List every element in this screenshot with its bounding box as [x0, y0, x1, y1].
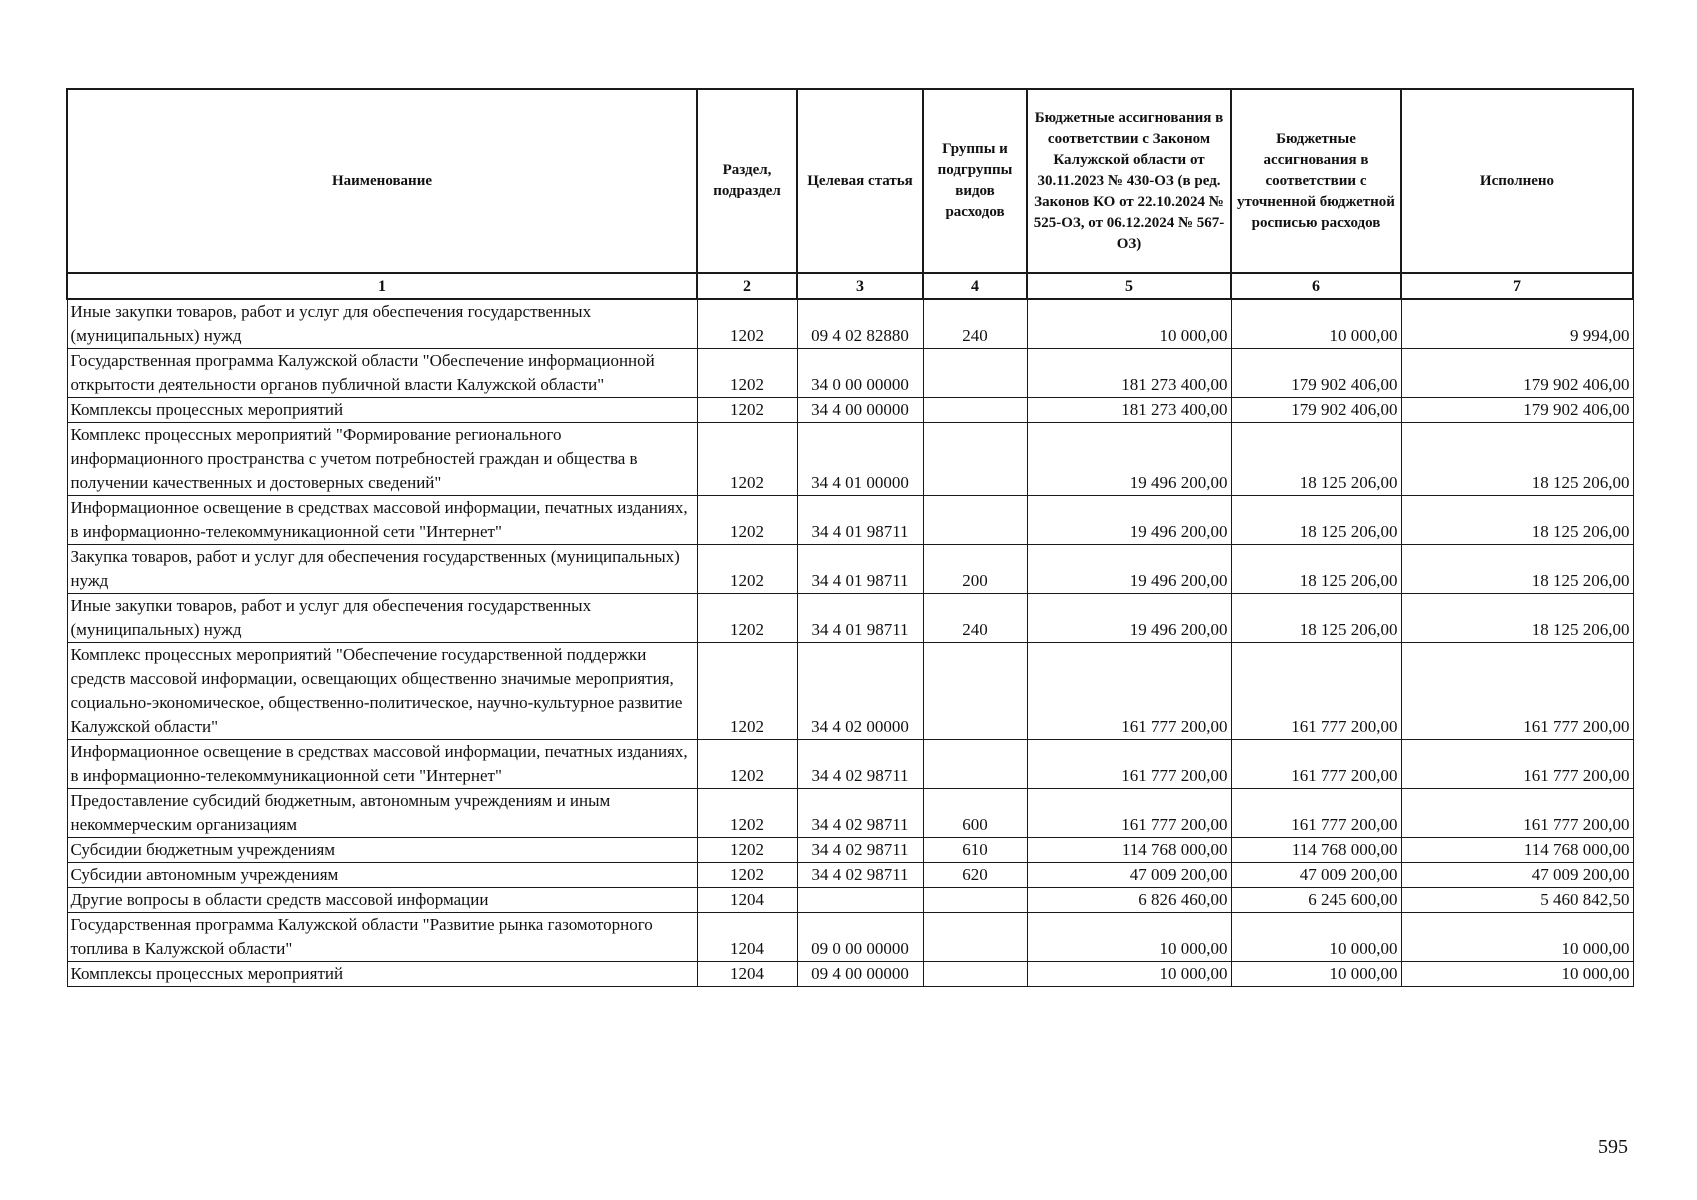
cell-law-amount: 161 777 200,00 [1027, 643, 1231, 740]
cell-target-article: 09 4 00 00000 [797, 962, 923, 987]
cell-name: Иные закупки товаров, работ и услуг для обеспечения государственных (муниципальных) нужд [67, 299, 697, 349]
column-number: 2 [697, 273, 797, 299]
cell-executed-amount: 18 125 206,00 [1401, 496, 1633, 545]
cell-name: Комплекс процессных мероприятий "Формирование регионального информационного пространства с учетом потребностей граждан и общества в получении качественных и достоверных сведений" [67, 423, 697, 496]
cell-expense-group [923, 962, 1027, 987]
cell-law-amount: 181 273 400,00 [1027, 349, 1231, 398]
cell-law-amount: 47 009 200,00 [1027, 863, 1231, 888]
cell-refined-amount: 161 777 200,00 [1231, 740, 1401, 789]
cell-executed-amount: 161 777 200,00 [1401, 789, 1633, 838]
cell-section: 1204 [697, 913, 797, 962]
cell-refined-amount: 10 000,00 [1231, 299, 1401, 349]
cell-refined-amount: 18 125 206,00 [1231, 545, 1401, 594]
table-row [67, 789, 1633, 838]
header-groups: Группы и подгруппы видов расходов [923, 89, 1027, 273]
cell-law-amount: 19 496 200,00 [1027, 496, 1231, 545]
cell-law-amount: 10 000,00 [1027, 913, 1231, 962]
header-law: Бюджетные ассигнования в соответствии с Законом Калужской области от 30.11.2023 № 430-ОЗ (в ред. Законов КО от 22.10.2024 № 525-ОЗ, от 06.12.2024 № 567-ОЗ) [1027, 89, 1231, 273]
table-row [67, 349, 1633, 398]
cell-name: Закупка товаров, работ и услуг для обеспечения государственных (муниципальных) нужд [67, 545, 697, 594]
cell-name: Иные закупки товаров, работ и услуг для обеспечения государственных (муниципальных) нужд [67, 594, 697, 643]
cell-refined-amount: 179 902 406,00 [1231, 398, 1401, 423]
cell-expense-group [923, 913, 1027, 962]
cell-section: 1202 [697, 545, 797, 594]
cell-target-article: 34 4 02 98711 [797, 838, 923, 863]
cell-law-amount: 10 000,00 [1027, 962, 1231, 987]
column-number: 7 [1401, 273, 1633, 299]
cell-refined-amount: 10 000,00 [1231, 913, 1401, 962]
cell-expense-group [923, 423, 1027, 496]
cell-target-article: 34 4 01 98711 [797, 496, 923, 545]
cell-law-amount: 181 273 400,00 [1027, 398, 1231, 423]
page-number: 595 [1598, 1136, 1628, 1158]
cell-name: Государственная программа Калужской области "Обеспечение информационной открытости деятельности органов публичной власти Калужской области" [67, 349, 697, 398]
cell-expense-group: 620 [923, 863, 1027, 888]
cell-target-article: 34 4 00 00000 [797, 398, 923, 423]
cell-section: 1202 [697, 838, 797, 863]
cell-expense-group [923, 496, 1027, 545]
column-number: 1 [67, 273, 697, 299]
cell-refined-amount: 18 125 206,00 [1231, 496, 1401, 545]
cell-refined-amount: 6 245 600,00 [1231, 888, 1401, 913]
budget-sheet [66, 88, 1632, 987]
cell-target-article: 34 4 01 00000 [797, 423, 923, 496]
header-name: Наименование [67, 89, 697, 273]
cell-name: Субсидии бюджетным учреждениям [67, 838, 697, 863]
cell-executed-amount: 161 777 200,00 [1401, 740, 1633, 789]
cell-executed-amount: 5 460 842,50 [1401, 888, 1633, 913]
cell-section: 1202 [697, 398, 797, 423]
cell-target-article: 34 4 02 00000 [797, 643, 923, 740]
cell-expense-group [923, 349, 1027, 398]
cell-law-amount: 114 768 000,00 [1027, 838, 1231, 863]
column-number: 4 [923, 273, 1027, 299]
cell-law-amount: 19 496 200,00 [1027, 545, 1231, 594]
cell-law-amount: 19 496 200,00 [1027, 594, 1231, 643]
cell-executed-amount: 161 777 200,00 [1401, 643, 1633, 740]
cell-law-amount: 10 000,00 [1027, 299, 1231, 349]
cell-section: 1202 [697, 594, 797, 643]
cell-section: 1204 [697, 888, 797, 913]
cell-name: Комплекс процессных мероприятий "Обеспечение государственной поддержки средств массовой информации, освещающих общественно значимые мероприятия, социально-экономическое, общественно-политическое, научно-культурное развитие Калужской области" [67, 643, 697, 740]
cell-executed-amount: 10 000,00 [1401, 913, 1633, 962]
cell-name: Субсидии автономным учреждениям [67, 863, 697, 888]
table-row [67, 643, 1633, 740]
cell-expense-group: 240 [923, 299, 1027, 349]
table-row [67, 838, 1633, 863]
column-number: 3 [797, 273, 923, 299]
cell-section: 1202 [697, 496, 797, 545]
cell-refined-amount: 161 777 200,00 [1231, 643, 1401, 740]
cell-executed-amount: 10 000,00 [1401, 962, 1633, 987]
cell-target-article: 09 4 02 82880 [797, 299, 923, 349]
cell-expense-group [923, 398, 1027, 423]
cell-target-article: 34 4 02 98711 [797, 863, 923, 888]
cell-executed-amount: 179 902 406,00 [1401, 349, 1633, 398]
column-number: 5 [1027, 273, 1231, 299]
budget-table [66, 88, 1634, 987]
cell-target-article: 34 4 01 98711 [797, 594, 923, 643]
cell-executed-amount: 179 902 406,00 [1401, 398, 1633, 423]
table-row [67, 398, 1633, 423]
cell-refined-amount: 18 125 206,00 [1231, 423, 1401, 496]
cell-target-article: 34 4 01 98711 [797, 545, 923, 594]
cell-refined-amount: 10 000,00 [1231, 962, 1401, 987]
cell-name: Государственная программа Калужской области "Развитие рынка газомоторного топлива в Калужской области" [67, 913, 697, 962]
cell-executed-amount: 114 768 000,00 [1401, 838, 1633, 863]
cell-refined-amount: 161 777 200,00 [1231, 789, 1401, 838]
table-row [67, 962, 1633, 987]
cell-expense-group [923, 888, 1027, 913]
cell-executed-amount: 18 125 206,00 [1401, 423, 1633, 496]
cell-executed-amount: 18 125 206,00 [1401, 594, 1633, 643]
table-row [67, 423, 1633, 496]
cell-target-article [797, 888, 923, 913]
cell-section: 1202 [697, 299, 797, 349]
header-section: Раздел, подраздел [697, 89, 797, 273]
table-row [67, 594, 1633, 643]
cell-section: 1202 [697, 643, 797, 740]
cell-target-article: 34 0 00 00000 [797, 349, 923, 398]
cell-expense-group: 610 [923, 838, 1027, 863]
cell-executed-amount: 18 125 206,00 [1401, 545, 1633, 594]
cell-law-amount: 161 777 200,00 [1027, 740, 1231, 789]
header-row [67, 89, 1633, 273]
header-target: Целевая статья [797, 89, 923, 273]
cell-section: 1202 [697, 423, 797, 496]
table-body [67, 299, 1633, 987]
column-number-row [67, 273, 1633, 299]
cell-expense-group: 240 [923, 594, 1027, 643]
cell-executed-amount: 9 994,00 [1401, 299, 1633, 349]
cell-target-article: 09 0 00 00000 [797, 913, 923, 962]
table-row [67, 913, 1633, 962]
cell-refined-amount: 18 125 206,00 [1231, 594, 1401, 643]
cell-law-amount: 161 777 200,00 [1027, 789, 1231, 838]
cell-name: Другие вопросы в области средств массовой информации [67, 888, 697, 913]
cell-section: 1202 [697, 863, 797, 888]
table-row [67, 496, 1633, 545]
cell-refined-amount: 47 009 200,00 [1231, 863, 1401, 888]
table-row [67, 545, 1633, 594]
column-number: 6 [1231, 273, 1401, 299]
cell-target-article: 34 4 02 98711 [797, 740, 923, 789]
cell-section: 1202 [697, 740, 797, 789]
cell-section: 1202 [697, 349, 797, 398]
header-refined: Бюджетные ассигнования в соответствии с уточненной бюджетной росписью расходов [1231, 89, 1401, 273]
table-row [67, 740, 1633, 789]
cell-expense-group: 600 [923, 789, 1027, 838]
cell-name: Информационное освещение в средствах массовой информации, печатных изданиях, в информационно-телекоммуникационной сети "Интернет" [67, 496, 697, 545]
cell-name: Предоставление субсидий бюджетным, автономным учреждениям и иным некоммерческим организациям [67, 789, 697, 838]
cell-name: Комплексы процессных мероприятий [67, 398, 697, 423]
table-header [67, 89, 1633, 299]
cell-expense-group [923, 740, 1027, 789]
table-row [67, 863, 1633, 888]
cell-refined-amount: 179 902 406,00 [1231, 349, 1401, 398]
cell-executed-amount: 47 009 200,00 [1401, 863, 1633, 888]
header-executed: Исполнено [1401, 89, 1633, 273]
cell-name: Информационное освещение в средствах массовой информации, печатных изданиях, в информационно-телекоммуникационной сети "Интернет" [67, 740, 697, 789]
cell-section: 1202 [697, 789, 797, 838]
cell-expense-group [923, 643, 1027, 740]
cell-refined-amount: 114 768 000,00 [1231, 838, 1401, 863]
cell-section: 1204 [697, 962, 797, 987]
cell-law-amount: 6 826 460,00 [1027, 888, 1231, 913]
cell-name: Комплексы процессных мероприятий [67, 962, 697, 987]
table-row [67, 888, 1633, 913]
cell-target-article: 34 4 02 98711 [797, 789, 923, 838]
cell-expense-group: 200 [923, 545, 1027, 594]
table-row [67, 299, 1633, 349]
cell-law-amount: 19 496 200,00 [1027, 423, 1231, 496]
